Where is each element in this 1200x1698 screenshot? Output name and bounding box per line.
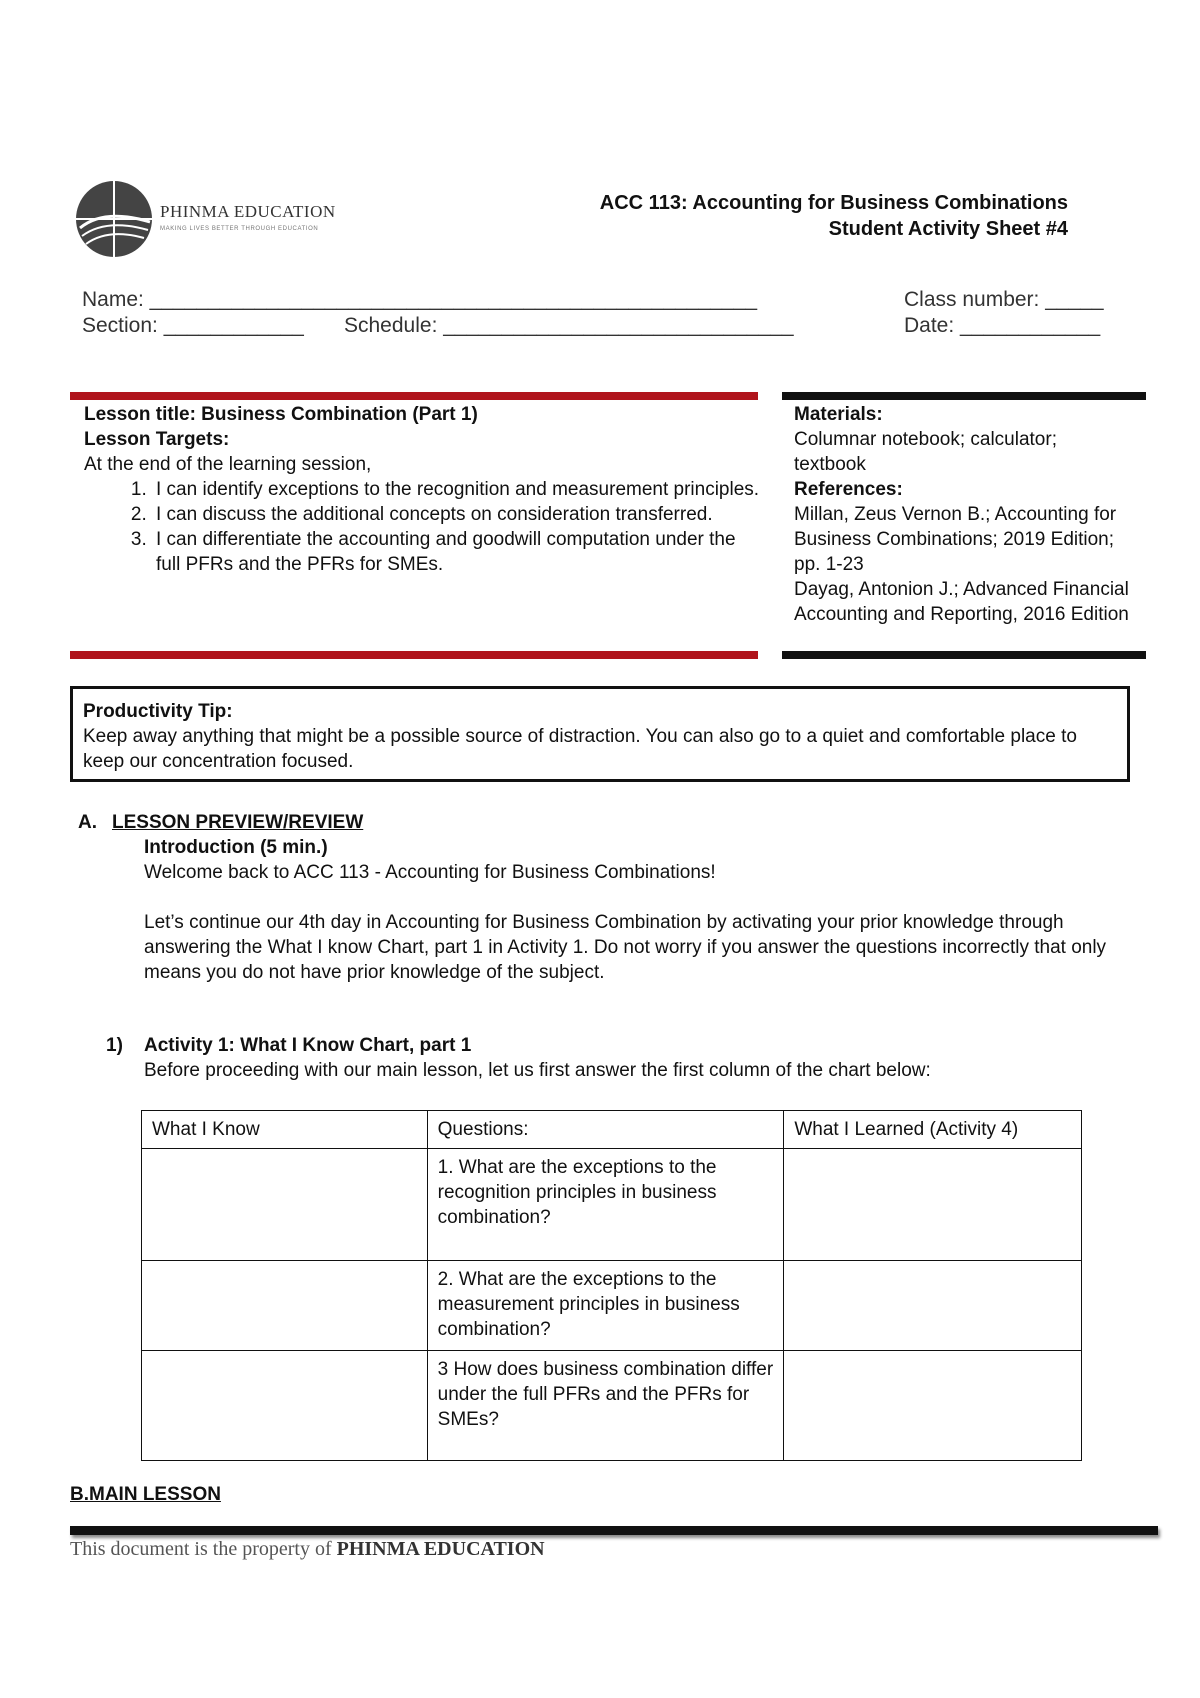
course-title: ACC 113: Accounting for Business Combinations xyxy=(599,192,1068,214)
question-cell: 2. What are the exceptions to the measurement principles in business combination? xyxy=(427,1261,784,1351)
materials-box xyxy=(794,402,1134,627)
lesson-box xyxy=(84,402,764,577)
table-header-row xyxy=(142,1111,1082,1149)
section-a-letter: A. xyxy=(78,812,97,833)
header-what-i-learned: What I Learned (Activity 4) xyxy=(784,1111,1082,1149)
what-i-learned-cell[interactable] xyxy=(784,1351,1082,1461)
section-a xyxy=(78,810,1138,1083)
tip-label: Productivity Tip: xyxy=(83,701,233,722)
phinma-emblem-icon xyxy=(74,178,154,260)
header-what-i-know: What I Know xyxy=(142,1111,428,1149)
logo-tagline: MAKING LIVES BETTER THROUGH EDUCATION xyxy=(160,226,319,232)
question-cell: 1. What are the exceptions to the recognition principles in business combination? xyxy=(427,1149,784,1261)
logo-wordmark: PHINMA EDUCATION xyxy=(160,202,336,221)
materials-bottom-rule xyxy=(782,651,1146,659)
section-a-heading xyxy=(78,810,1138,835)
what-i-know-cell[interactable] xyxy=(142,1351,428,1461)
references-label: References: xyxy=(794,479,903,500)
materials-top-rule xyxy=(782,392,1146,400)
lesson-bottom-rule xyxy=(70,651,758,659)
lesson-targets-list xyxy=(84,477,764,577)
what-i-learned-cell[interactable] xyxy=(784,1149,1082,1261)
section-a-title: LESSON PREVIEW/REVIEW xyxy=(112,812,364,833)
table-row xyxy=(142,1149,1082,1261)
footer xyxy=(70,1538,545,1561)
reference-1: Millan, Zeus Vernon B.; Accounting for Business Combinations; 2019 Edition; pp. 1-23 xyxy=(794,504,1117,575)
intro-paragraph: Let’s continue our 4th day in Accounting for Business Combination by activating your prior knowledge through answering the What I know Chart, part 1 in Activity 1. Do not worry if you answer the questions incorrectly that only means you do not have prior knowledge of the subject. xyxy=(144,912,1107,983)
lesson-title: Lesson title: Business Combination (Part 1) xyxy=(84,404,478,425)
name-field[interactable]: Name: ____________________________________________________ xyxy=(82,288,758,311)
lesson-targets-label: Lesson Targets: xyxy=(84,429,230,450)
class-number-field[interactable]: Class number: _____ xyxy=(904,288,1104,311)
what-i-know-cell[interactable] xyxy=(142,1261,428,1351)
what-i-know-cell[interactable] xyxy=(142,1149,428,1261)
activity-number: 1) xyxy=(106,1035,123,1056)
lesson-top-rule xyxy=(70,392,758,400)
reference-2: Dayag, Antonion J.; Advanced Financial Accounting and Reporting, 2016 Edition xyxy=(794,579,1129,625)
header-questions: Questions: xyxy=(427,1111,784,1149)
footer-rule xyxy=(70,1526,1158,1535)
section-field[interactable]: Section: ____________ xyxy=(82,314,304,337)
materials-label: Materials: xyxy=(794,404,883,425)
introduction-heading: Introduction (5 min.) xyxy=(144,837,328,858)
tip-text: Keep away anything that might be a possible source of distraction. You can also go to a quiet and comfortable place to keep our concentration focused. xyxy=(83,726,1077,772)
section-b-heading: B.MAIN LESSON xyxy=(70,1484,221,1505)
document-header xyxy=(600,190,1068,242)
what-i-learned-cell[interactable] xyxy=(784,1261,1082,1351)
welcome-text: Welcome back to ACC 113 - Accounting for Business Combinations! xyxy=(144,862,716,883)
lesson-intro: At the end of the learning session, xyxy=(84,454,372,475)
activity-title: Activity 1: What I Know Chart, part 1 xyxy=(144,1035,472,1056)
table-row xyxy=(142,1351,1082,1461)
table-row xyxy=(142,1261,1082,1351)
question-cell: 3 How does business combination differ under the full PFRs and the PFRs for SMEs? xyxy=(427,1351,784,1461)
lesson-target: 1. I can identify exceptions to the recognition and measurement principles. xyxy=(152,477,764,502)
productivity-tip-box xyxy=(70,686,1130,782)
what-i-know-chart xyxy=(141,1110,1082,1461)
footer-owner: PHINMA EDUCATION xyxy=(336,1538,545,1560)
lesson-target: 3. I can differentiate the accounting and goodwill computation under the full PFRs and the PFRs for SMEs. xyxy=(152,527,764,577)
lesson-target: 2. I can discuss the additional concepts on consideration transferred. xyxy=(152,502,764,527)
date-field[interactable]: Date: ____________ xyxy=(904,314,1101,337)
phinma-logo xyxy=(74,178,334,260)
materials-text: Columnar notebook; calculator; textbook xyxy=(794,429,1057,475)
activity-1 xyxy=(78,1033,1138,1083)
footer-prefix: This document is the property of xyxy=(70,1538,337,1560)
activity-instruction: Before proceeding with our main lesson, let us first answer the first column of the chart below: xyxy=(144,1060,931,1081)
schedule-field[interactable]: Schedule: ______________________________ xyxy=(344,314,794,337)
sheet-title: Student Activity Sheet #4 xyxy=(828,218,1068,240)
